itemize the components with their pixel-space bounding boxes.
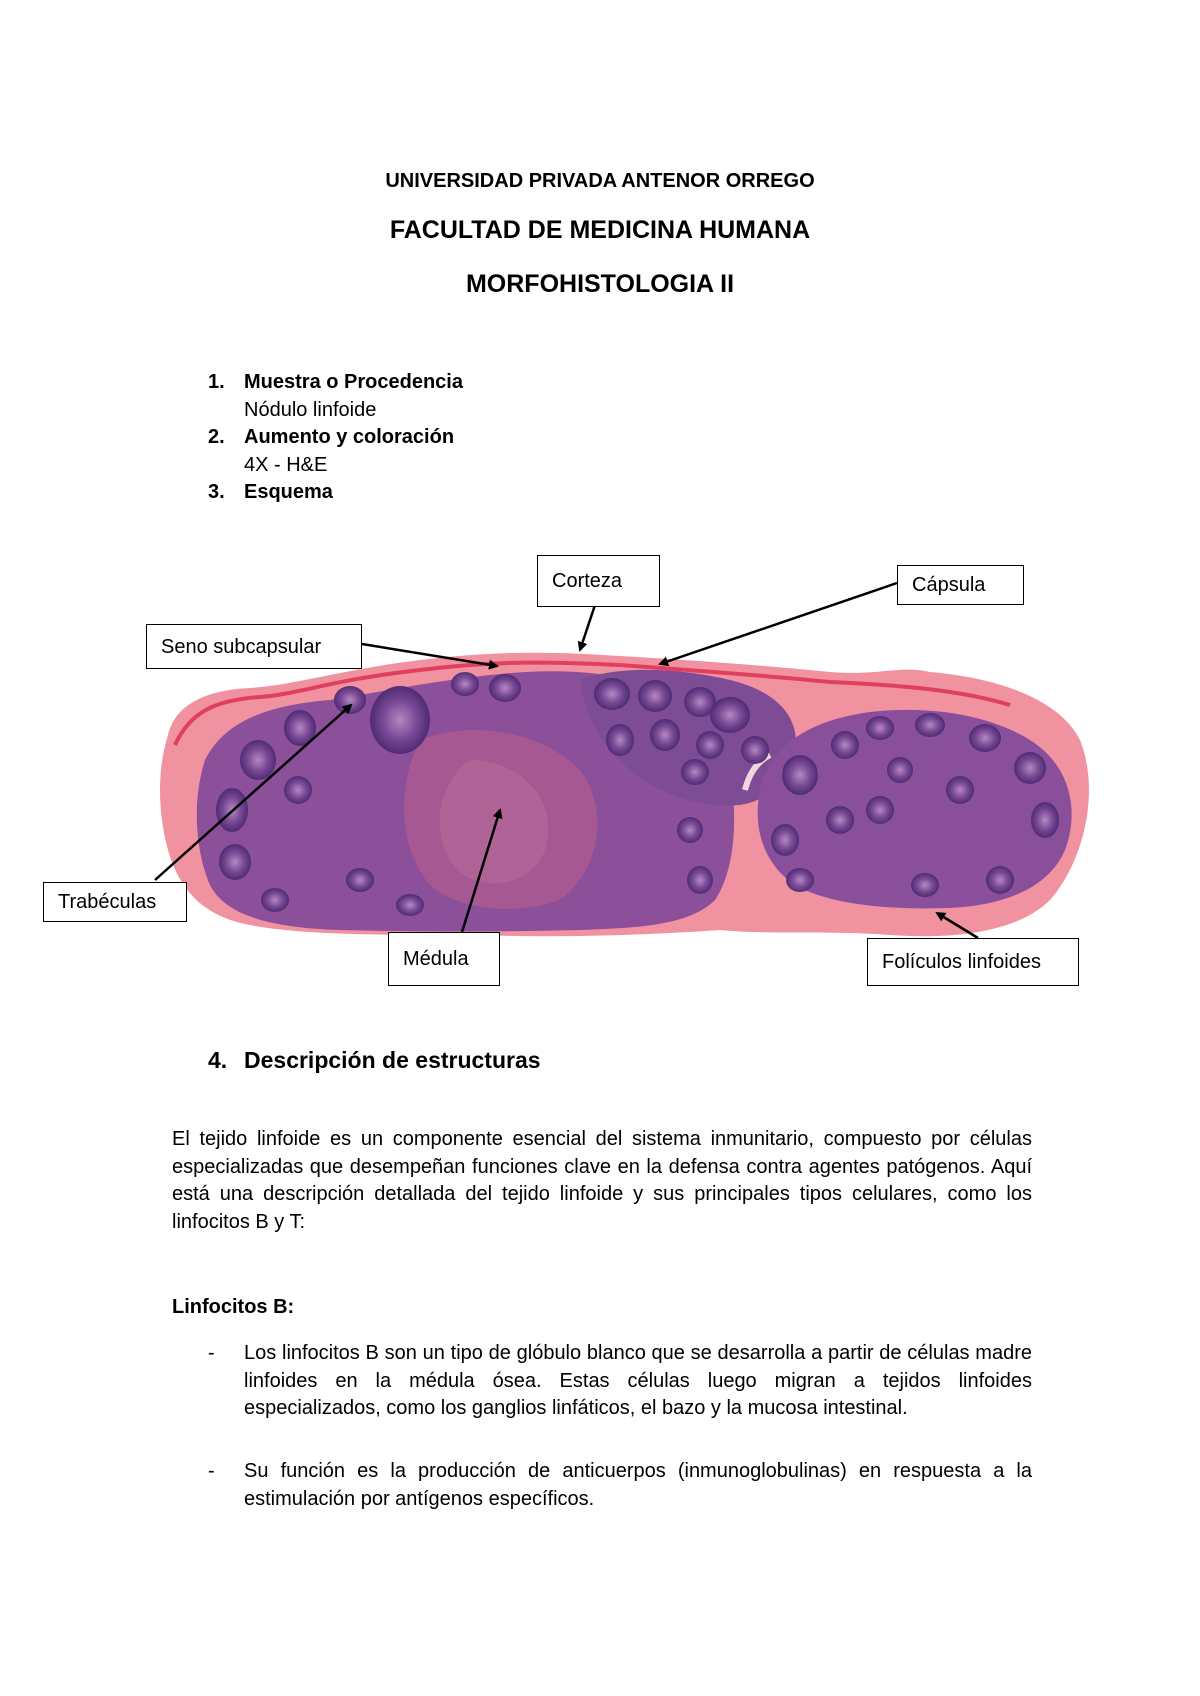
list-item	[208, 424, 463, 452]
section-title: Descripción de estructuras	[244, 1047, 541, 1073]
list-item-value	[208, 397, 463, 425]
subtitle-linfocitos-b: Linfocitos B:	[172, 1296, 295, 1318]
section-4-heading	[208, 1047, 541, 1074]
item-number: 2.	[208, 426, 225, 448]
bullet-text: Los linfocitos B son un tipo de glóbulo blanco que se desarrolla a partir de células madre linfoides en la médula ósea. Estas células luego migran a tejidos linfoides especializados, como los ganglios linfáticos, el bazo y la mucosa intestinal.	[244, 1342, 1032, 1419]
faculty-name: FACULTAD DE MEDICINA HUMANA	[389, 216, 811, 244]
bullet-dash: -	[208, 1342, 215, 1364]
label-corteza: Corteza	[537, 555, 660, 607]
item-number: 3.	[208, 481, 225, 503]
label-medula: Médula	[388, 932, 500, 986]
item-title: Esquema	[244, 481, 333, 503]
list-item-value	[208, 452, 463, 480]
item-value: 4X - H&E	[244, 453, 328, 476]
section-number: 4.	[208, 1047, 228, 1073]
label-trabeculas: Trabéculas	[43, 882, 187, 922]
item-title: Aumento y coloración	[244, 426, 455, 448]
bullet-item	[208, 1340, 1032, 1423]
university-name: UNIVERSIDAD PRIVADA ANTENOR ORREGO	[385, 170, 815, 192]
item-value: Nódulo linfoide	[244, 398, 377, 421]
label-foliculos-linfoides: Folículos linfoides	[867, 938, 1079, 986]
bullet-dash: -	[208, 1460, 215, 1482]
bullet-text: Su función es la producción de anticuerpos (inmunoglobulinas) en respuesta a la estimulación por antígenos específicos.	[244, 1460, 1032, 1510]
item-title: Muestra o Procedencia	[244, 371, 463, 393]
histology-figure	[0, 540, 1200, 990]
course-name: MORFOHISTOLOGIA II	[465, 270, 735, 298]
list-item	[208, 479, 463, 507]
info-list	[208, 369, 463, 507]
lymph-node-image	[0, 540, 1200, 990]
bullet-item	[208, 1458, 1032, 1513]
label-seno-subcapsular: Seno subcapsular	[146, 624, 362, 669]
item-number: 1.	[208, 371, 225, 393]
label-capsula: Cápsula	[897, 565, 1024, 605]
list-item	[208, 369, 463, 397]
description-paragraph: El tejido linfoide es un componente esencial del sistema inmunitario, compuesto por células especializadas que desempeñan funciones clave en la defensa contra agentes patógenos. Aquí está una descripción detallada del tejido linfoide y sus principales tipos celulares, como los linfocitos B y T:	[172, 1128, 1032, 1233]
